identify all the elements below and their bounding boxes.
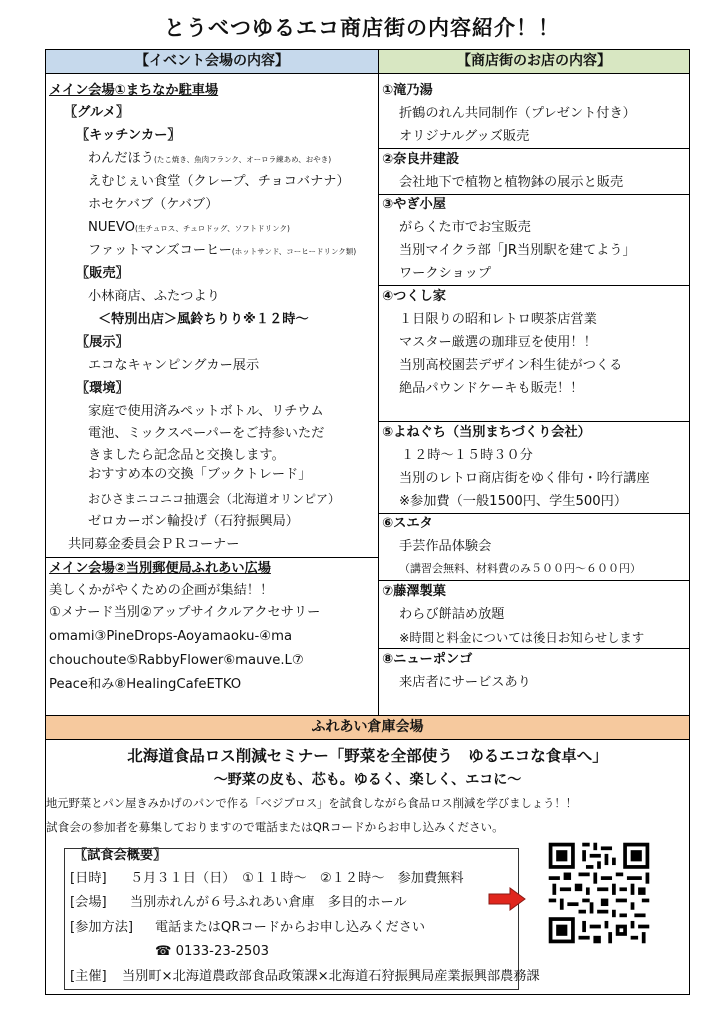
environment-line: おすすめ本の交換「ブックトレード」 bbox=[88, 467, 312, 482]
kitchen-car-heading: 〖キッチンカー〗 bbox=[76, 128, 181, 143]
qr-code-icon[interactable] bbox=[545, 839, 653, 947]
shop-line: （講習会無料、材料費のみ５００円～６００円） bbox=[399, 562, 641, 575]
venue2-line: chouchoute⑤RabbyFlower⑥mauve.L⑦ bbox=[49, 653, 304, 668]
shop-divider bbox=[379, 513, 689, 514]
shop-divider bbox=[379, 580, 689, 581]
shop-line: マスター厳選の珈琲豆を使用！！ bbox=[399, 335, 597, 350]
overview-value: 当別赤れんが６号ふれあい倉庫 多目的ホール bbox=[130, 895, 407, 910]
seminar-subtitle: ～野菜の皮も、芯も。ゆるく、楽しく、エコに～ bbox=[213, 772, 522, 788]
seminar-description: 地元野菜とパン屋きみかげのパンで作る「ベジブロス」を試食しながら食品ロス削減を学びましょう！！ bbox=[46, 797, 577, 810]
environment-heading: 〖環境〗 bbox=[76, 381, 129, 396]
shop-divider bbox=[379, 194, 689, 195]
shop-name: ①滝乃湯 bbox=[382, 83, 433, 98]
shop-line: 絶品パウンドケーキも販売！！ bbox=[399, 381, 584, 396]
shop-line: 手芸作品体験会 bbox=[399, 539, 492, 554]
kitchen-car-item: ファットマンズコーヒー(ホットサンド、コーヒードリンク類) bbox=[88, 243, 357, 258]
sales-heading: 〖販売〗 bbox=[76, 266, 129, 281]
environment-line: きましたら記念品と交換します。 bbox=[88, 448, 285, 463]
shop-divider bbox=[379, 648, 689, 649]
venue-divider bbox=[46, 557, 378, 558]
shop-line: がらくた市でお宝販売 bbox=[399, 220, 531, 235]
shop-line: 来店者にサービスあり bbox=[399, 675, 531, 690]
shop-line: ワークショップ bbox=[399, 266, 492, 281]
gourmet-heading: 〖グルメ〗 bbox=[64, 105, 130, 120]
page-title: とうべつゆるエコ商店街の内容紹介！！ bbox=[164, 16, 560, 40]
shop-divider bbox=[379, 148, 689, 149]
overview-label: [主催] bbox=[70, 969, 107, 984]
zero-carbon-line: ゼロカーボン輪投げ（石狩振興局） bbox=[88, 514, 299, 529]
venue2-title: メイン会場②当別郵便局ふれあい広場 bbox=[49, 561, 271, 576]
exhibit-heading: 〖展示〗 bbox=[76, 335, 129, 350]
overview-label: [参加方法] bbox=[70, 920, 134, 935]
shop-line: 当別マイクラ部「JR当別駅を建てよう」 bbox=[399, 243, 636, 258]
shop-line: 会社地下で植物と植物鉢の展示と販売 bbox=[399, 175, 624, 190]
shop-line: オリジナルグッズ販売 bbox=[399, 129, 530, 144]
shop-line: ※参加費（一般1500円、学生500円） bbox=[399, 494, 628, 509]
warehouse-venue-header: ふれあい倉庫会場 bbox=[46, 716, 689, 740]
shop-name: ⑦藤澤製菓 bbox=[382, 584, 446, 599]
kitchen-car-item: わんだほう(たこ焼き、魚肉フランク、オーロラ練あめ、おやき) bbox=[88, 151, 332, 166]
venue2-line: omami③PineDrops-Aoyamaoku-④ma bbox=[49, 629, 293, 644]
shop-header: 【商店街のお店の内容】 bbox=[379, 50, 689, 74]
shop-column bbox=[379, 50, 689, 715]
kitchen-car-item: えむじぇい食堂（クレープ、チョコバナナ） bbox=[88, 174, 350, 189]
shop-name: ②奈良井建設 bbox=[382, 152, 460, 167]
arrow-right-icon bbox=[488, 887, 526, 911]
seminar-title: 北海道食品ロス削減セミナー「野菜を全部使う ゆるエコな食卓へ」 bbox=[127, 747, 608, 765]
event-venue-column bbox=[46, 50, 379, 715]
shop-line: 当別高校園芸デザイン科生徒がつくる bbox=[399, 358, 623, 373]
event-venue-header: 【イベント会場の内容】 bbox=[46, 50, 378, 74]
kitchen-car-item: ホセケバブ（ケバブ） bbox=[88, 197, 219, 212]
shop-line: １日限りの昭和レトロ喫茶店営業 bbox=[399, 312, 597, 327]
lottery-line: おひさまニコニコ抽選会（北海道オリンピア） bbox=[88, 492, 341, 506]
seminar-description: 試食会の参加者を募集しておりますので電話またはQRコードからお申し込みください。 bbox=[46, 820, 504, 834]
pr-corner-line: 共同募金委員会ＰＲコーナー bbox=[68, 537, 240, 552]
shop-name: ⑥スエタ bbox=[382, 516, 433, 531]
phone-number: ☎ 0133-23-2503 bbox=[155, 944, 270, 959]
shop-name: ④つくし家 bbox=[382, 289, 446, 304]
shop-name: ③やぎ小屋 bbox=[382, 197, 446, 212]
overview-heading: 〖試食会概要〗 bbox=[74, 848, 167, 863]
venue2-line: ①メナード当別②アップサイクルアクセサリー bbox=[49, 605, 321, 620]
content-frame bbox=[45, 49, 690, 995]
exhibit-line: エコなキャンピングカー展示 bbox=[88, 358, 260, 373]
shop-line: 折鶴のれん共同制作（プレゼント付き） bbox=[399, 106, 636, 121]
shop-divider bbox=[379, 285, 689, 286]
venue1-title: メイン会場①まちなか駐車場 bbox=[49, 83, 219, 98]
shop-divider bbox=[379, 421, 689, 422]
venue2-line: 美しくかがやくための企画が集結！！ bbox=[49, 583, 274, 598]
overview-label: [日時] bbox=[70, 871, 107, 886]
venue2-line: Peace和み⑧HealingCafeETKO bbox=[49, 677, 242, 692]
shop-line: ※時間と料金については後日お知らせします bbox=[399, 630, 645, 645]
kitchen-car-item: NUEVO(生チュロス、チュロドッグ、ソフトドリンク) bbox=[88, 220, 290, 235]
environment-line: 電池、ミックスペーパーをご持参いただ bbox=[88, 426, 325, 441]
environment-line: 家庭で使用済みペットボトル、リチウム bbox=[88, 404, 324, 419]
shop-line: １２時～１５時３０分 bbox=[401, 448, 533, 463]
shop-name: ⑤よねぐち（当別まちづくり会社） bbox=[382, 425, 591, 440]
shop-line: わらび餅詰め放題 bbox=[399, 607, 505, 622]
shop-name: ⑧ニューポンゴ bbox=[382, 652, 473, 667]
sales-line: 小林商店、ふたつより bbox=[88, 289, 220, 304]
warehouse-venue-section bbox=[46, 715, 689, 996]
overview-value: 電話またはQRコードからお申し込みください bbox=[155, 920, 426, 935]
overview-label: [会場] bbox=[70, 895, 107, 910]
shop-line: 当別のレトロ商店街をゆく俳句・吟行講座 bbox=[399, 471, 650, 486]
special-shop-line: ＜特別出店＞風鈴ちりり※１２時～ bbox=[98, 312, 309, 327]
overview-value: 当別町×北海道農政部食品政策課×北海道石狩振興局産業振興部農務課 bbox=[122, 969, 540, 984]
overview-value: ５月３１日（日） ①１１時～ ②１２時～ 参加費無料 bbox=[130, 871, 464, 886]
